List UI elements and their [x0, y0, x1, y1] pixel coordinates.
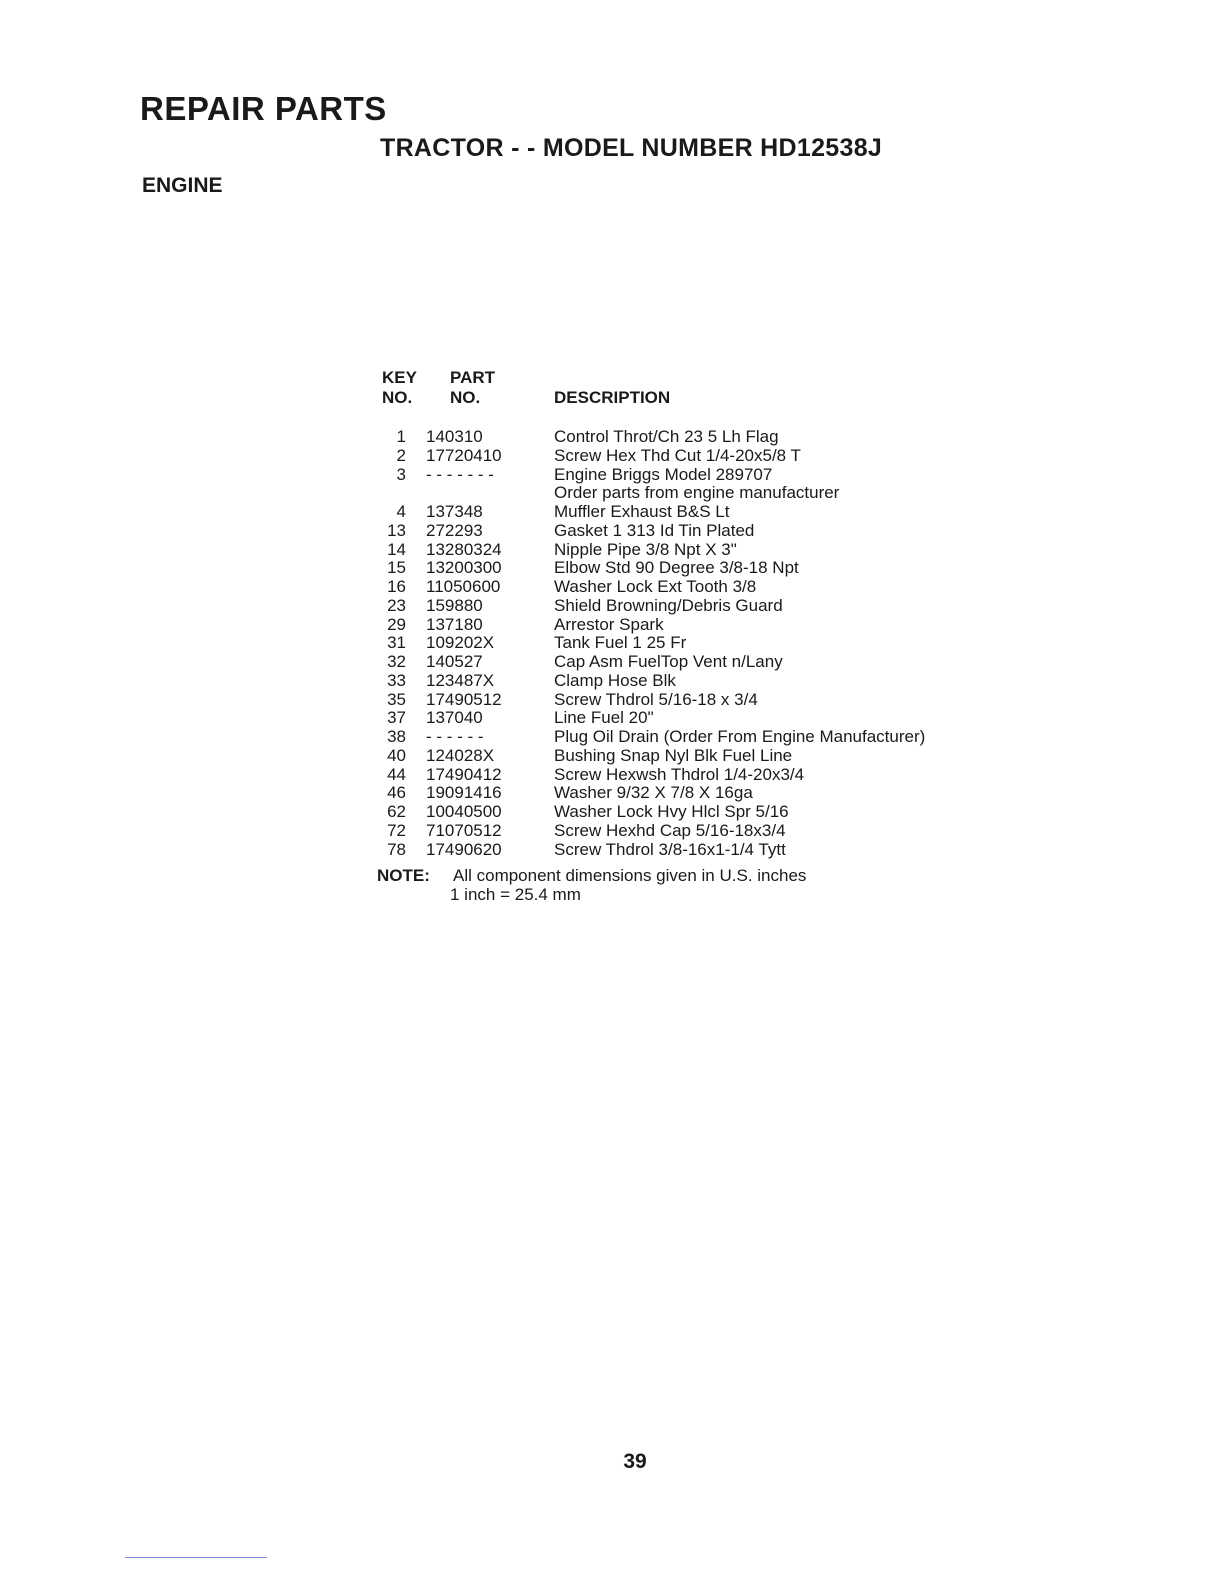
table-row	[380, 522, 925, 541]
key-no-cell: 35	[387, 689, 406, 709]
part-no-cell: - - - - - - -	[426, 464, 494, 484]
table-row	[380, 634, 925, 653]
description-header: DESCRIPTION	[554, 388, 671, 407]
table-row	[380, 484, 925, 503]
table-row	[380, 803, 925, 822]
table-row	[380, 784, 925, 803]
description-cell: Nipple Pipe 3/8 Npt X 3"	[554, 539, 737, 559]
part-no-cell: 123487X	[426, 670, 495, 690]
table-row	[380, 653, 925, 672]
description-cell: Shield Browning/Debris Guard	[554, 595, 783, 615]
table-row	[380, 466, 925, 485]
table-row	[380, 447, 925, 466]
part-no-cell: 17490412	[426, 764, 502, 784]
key-no-cell	[380, 484, 406, 503]
note-line1-row	[377, 866, 806, 885]
parts-table-header	[380, 366, 925, 428]
key-no-cell: 16	[387, 577, 406, 596]
table-row	[380, 616, 925, 635]
description-cell: Order parts from engine manufacturer	[554, 483, 840, 503]
note-label: NOTE:	[377, 866, 430, 885]
key-header-line1: KEY	[382, 368, 417, 387]
key-no-header	[382, 368, 417, 408]
page-number: 39	[623, 1450, 647, 1473]
part-no-cell: 124028X	[426, 745, 495, 765]
table-row	[380, 691, 925, 710]
part-no-cell: 17720410	[426, 445, 502, 465]
key-no-cell: 29	[387, 614, 406, 634]
key-no-cell: 31	[387, 633, 406, 653]
key-no-cell: 78	[387, 839, 406, 859]
part-no-cell: 137040	[426, 708, 483, 728]
part-no-cell: 140527	[426, 652, 483, 671]
part-no-cell: 17490512	[426, 689, 502, 709]
description-cell: Gasket 1 313 Id Tin Plated	[554, 520, 755, 540]
part-no-cell: 109202X	[426, 633, 495, 653]
table-row	[380, 822, 925, 841]
table-row	[380, 541, 925, 560]
key-no-cell: 40	[387, 745, 406, 765]
description-cell: Elbow Std 90 Degree 3/8-18 Npt	[554, 558, 799, 578]
description-cell: Clamp Hose Blk	[554, 670, 676, 690]
part-no-cell: 11050600	[426, 577, 501, 596]
part-no-cell: 272293	[426, 520, 483, 540]
part-no-cell: 13280324	[426, 539, 502, 559]
description-cell: Arrestor Spark	[554, 614, 664, 634]
note-line1: All component dimensions given in U.S. inches	[453, 866, 807, 885]
description-cell: Cap Asm FuelTop Vent n/Lany	[554, 652, 783, 671]
part-no-cell: 140310	[426, 427, 483, 446]
key-no-cell: 44	[387, 764, 406, 784]
description-cell: Washer Lock Ext Tooth 3/8	[554, 577, 757, 596]
note-line2: 1 inch = 25.4 mm	[450, 885, 581, 904]
part-no-cell: - - - - - -	[426, 727, 484, 746]
key-no-cell: 2	[396, 445, 406, 465]
description-cell: Screw Hexwsh Thdrol 1/4-20x3/4	[554, 764, 805, 784]
table-row	[380, 766, 925, 785]
parts-table	[380, 366, 925, 859]
key-header-line2: NO.	[382, 388, 413, 407]
parts-table-body	[380, 428, 925, 859]
part-no-cell: 19091416	[426, 783, 502, 803]
model-title: TRACTOR - - MODEL NUMBER HD12538J	[380, 134, 883, 162]
part-no-cell: 13200300	[426, 558, 502, 578]
description-cell: Control Throt/Ch 23 5 Lh Flag	[554, 427, 779, 446]
key-no-cell: 32	[387, 652, 406, 671]
table-row	[380, 428, 925, 447]
part-no-cell: 137348	[426, 502, 483, 521]
part-no-cell: 17490620	[426, 839, 502, 859]
part-header-line1: PART	[450, 368, 496, 387]
part-no-cell: 159880	[426, 595, 483, 615]
table-row	[380, 728, 925, 747]
description-cell: Plug Oil Drain (Order From Engine Manufacturer)	[554, 727, 926, 746]
key-no-cell: 3	[396, 464, 406, 484]
table-row	[380, 747, 925, 766]
description-cell: Engine Briggs Model 289707	[554, 464, 773, 484]
table-row	[380, 597, 925, 616]
table-row	[380, 709, 925, 728]
part-no-header	[450, 368, 495, 408]
key-no-cell: 46	[387, 783, 406, 803]
table-row	[380, 841, 925, 860]
key-no-cell: 13	[387, 520, 406, 540]
key-no-cell: 15	[387, 558, 406, 578]
table-row	[380, 503, 925, 522]
part-no-cell: 10040500	[426, 802, 502, 821]
part-no-cell	[406, 484, 554, 503]
key-no-cell: 1	[396, 427, 406, 446]
key-no-cell: 14	[387, 539, 406, 559]
note-block	[377, 866, 806, 904]
footer-rule	[125, 1557, 267, 1558]
part-no-cell: 137180	[426, 614, 483, 634]
key-no-cell: 38	[387, 727, 406, 746]
description-cell: Screw Thdrol 3/8-16x1-1/4 Tytt	[554, 839, 786, 859]
description-cell: Line Fuel 20"	[554, 708, 654, 728]
table-row	[380, 578, 925, 597]
key-no-cell: 62	[387, 802, 406, 821]
description-cell: Screw Thdrol 5/16-18 x 3/4	[554, 689, 758, 709]
page-title: REPAIR PARTS	[140, 90, 387, 127]
description-cell: Washer 9/32 X 7/8 X 16ga	[554, 783, 753, 803]
description-cell: Screw Hex Thd Cut 1/4-20x5/8 T	[554, 445, 801, 465]
description-cell: Tank Fuel 1 25 Fr	[554, 633, 687, 653]
part-header-line2: NO.	[450, 388, 481, 407]
description-cell: Muffler Exhaust B&S Lt	[554, 502, 730, 521]
description-cell: Bushing Snap Nyl Blk Fuel Line	[554, 745, 793, 765]
part-no-cell: 71070512	[426, 820, 502, 840]
section-title: ENGINE	[142, 174, 223, 197]
table-row	[380, 559, 925, 578]
table-row	[380, 672, 925, 691]
key-no-cell: 4	[396, 502, 406, 521]
key-no-cell: 23	[387, 595, 406, 615]
description-cell: Washer Lock Hvy Hlcl Spr 5/16	[554, 802, 789, 821]
key-no-cell: 72	[387, 820, 406, 840]
key-no-cell: 37	[387, 708, 406, 728]
description-cell: Screw Hexhd Cap 5/16-18x3/4	[554, 820, 786, 840]
key-no-cell: 33	[387, 670, 406, 690]
